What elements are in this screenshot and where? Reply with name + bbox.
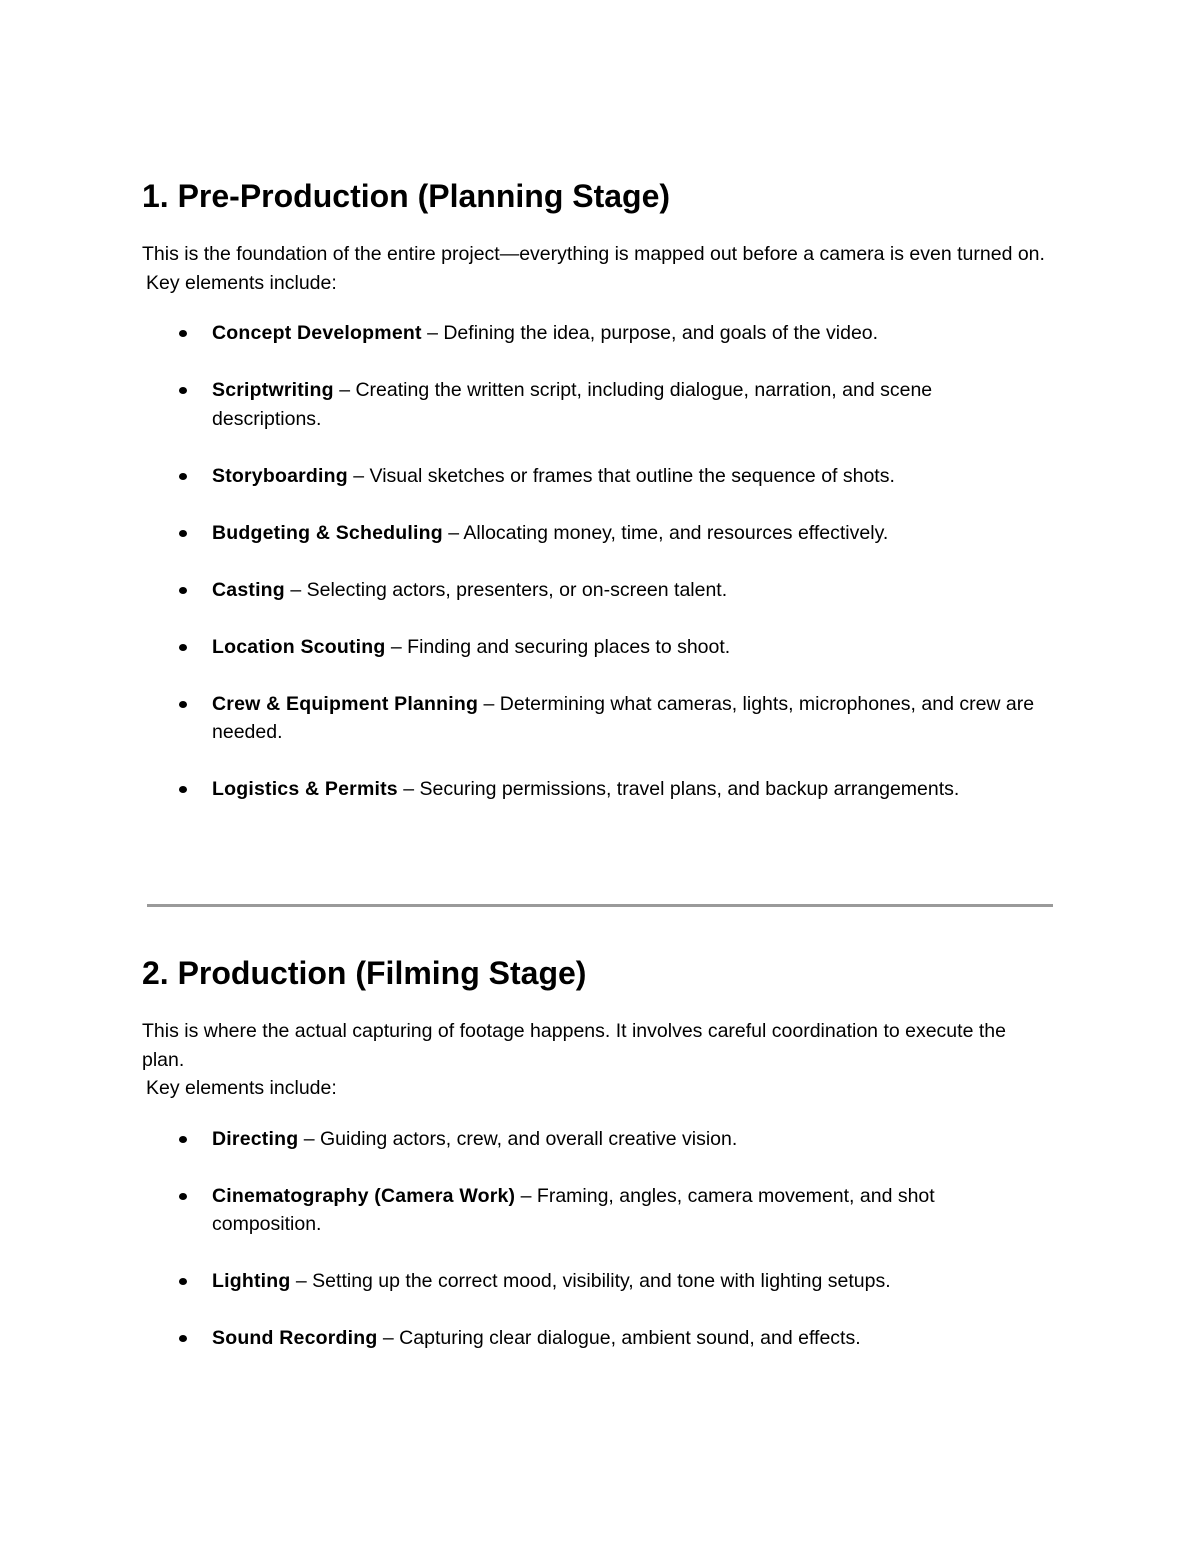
item-description: – Creating the written script, including dialogue, narration, and scene descriptions. xyxy=(212,379,933,430)
bullet-icon xyxy=(179,644,187,651)
item-description: – Finding and securing places to shoot. xyxy=(385,635,731,658)
list-item xyxy=(142,1125,1042,1154)
item-term: Directing xyxy=(212,1127,299,1150)
item-description: – Guiding actors, crew, and overall creative vision. xyxy=(298,1127,738,1150)
intro-text: This is where the actual capturing of footage happens. It involves careful coordination to execute the plan. xyxy=(142,1020,1006,1071)
section-heading: 1. Pre-Production (Planning Stage) xyxy=(142,178,671,214)
intro-text: This is the foundation of the entire project—everything is mapped out before a camera is even turned on. xyxy=(142,243,1045,265)
item-term: Scriptwriting xyxy=(212,379,334,401)
list-item xyxy=(142,690,1042,747)
key-elements-label: Key elements include: xyxy=(146,271,337,294)
section-intro xyxy=(142,240,1047,297)
list-item xyxy=(142,1182,1042,1239)
item-description: – Determining what cameras, lights, microphones, and crew are needed. xyxy=(212,692,1035,743)
list-item xyxy=(142,319,1042,348)
item-description: – Allocating money, time, and resources effectively. xyxy=(442,521,889,544)
bullet-icon xyxy=(179,587,187,594)
list-item xyxy=(142,1267,1042,1296)
item-term: Storyboarding xyxy=(212,464,348,487)
item-description: – Capturing clear dialogue, ambient sound, and effects. xyxy=(377,1327,861,1349)
list-item xyxy=(142,775,1042,804)
bullet-icon xyxy=(179,786,187,793)
key-elements-list xyxy=(142,1125,1062,1353)
list-item xyxy=(142,519,1042,548)
section-pre-production xyxy=(142,176,1062,832)
bullet-icon xyxy=(179,330,187,337)
bullet-icon xyxy=(179,1193,187,1200)
item-description: – Setting up the correct mood, visibility, and tone with lighting setups. xyxy=(290,1270,891,1292)
bullet-icon xyxy=(179,387,187,394)
bullet-icon xyxy=(179,701,187,708)
list-item xyxy=(142,633,1042,662)
key-elements-label: Key elements include: xyxy=(146,1077,337,1099)
section-production xyxy=(142,953,1062,1381)
item-term: Concept Development xyxy=(212,322,422,344)
item-term: Logistics & Permits xyxy=(212,778,398,800)
item-description: – Visual sketches or frames that outline the sequence of shots. xyxy=(347,464,895,487)
item-term: Location Scouting xyxy=(212,635,386,658)
key-elements-list xyxy=(142,319,1062,804)
list-item xyxy=(142,576,1042,605)
item-term: Sound Recording xyxy=(212,1327,378,1349)
item-description: – Framing, angles, camera movement, and shot composition. xyxy=(212,1184,935,1235)
section-intro xyxy=(142,1017,1047,1103)
bullet-icon xyxy=(179,1136,187,1143)
item-description: – Defining the idea, purpose, and goals of the video. xyxy=(421,322,879,344)
item-term: Budgeting & Scheduling xyxy=(212,521,443,544)
item-description: – Securing permissions, travel plans, and backup arrangements. xyxy=(397,778,960,800)
item-description: – Selecting actors, presenters, or on-screen talent. xyxy=(284,578,728,601)
item-term: Cinematography (Camera Work) xyxy=(212,1184,516,1207)
bullet-icon xyxy=(179,530,187,537)
list-item xyxy=(142,376,1042,433)
item-term: Lighting xyxy=(212,1270,291,1292)
bullet-icon xyxy=(179,473,187,480)
item-term: Casting xyxy=(212,578,285,601)
section-heading: 2. Production (Filming Stage) xyxy=(142,955,587,991)
item-term: Crew & Equipment Planning xyxy=(212,692,479,715)
bullet-icon xyxy=(179,1278,187,1285)
list-item xyxy=(142,462,1042,491)
bullet-icon xyxy=(179,1335,187,1342)
horizontal-divider xyxy=(147,904,1053,907)
list-item xyxy=(142,1324,1042,1353)
